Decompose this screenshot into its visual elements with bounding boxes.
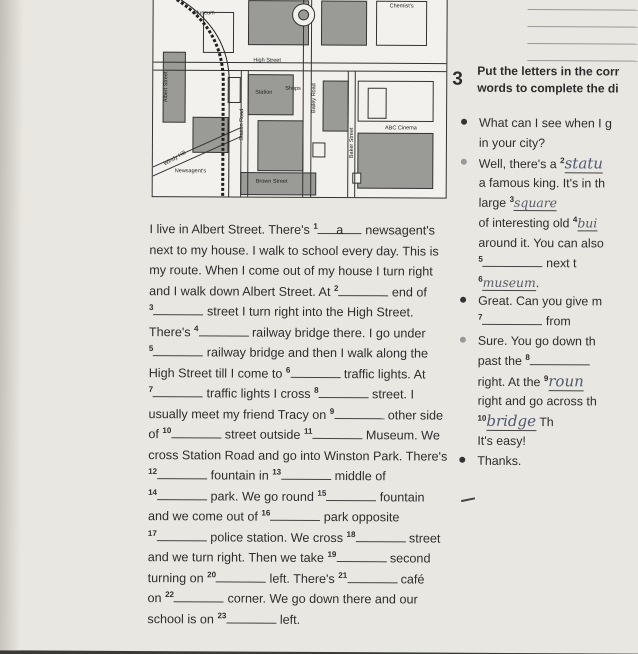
handwritten-answer[interactable]: bridge: [486, 411, 537, 431]
gap-number: 9: [329, 406, 335, 416]
bullet-icon: [461, 119, 467, 125]
map-label-brown-street: Brown Street: [255, 178, 288, 185]
text-run: usually meet my friend Tracy on: [148, 406, 330, 422]
text-run: on: [147, 591, 166, 606]
passage-line: [149, 363, 449, 385]
passage-line: [149, 281, 449, 303]
gap-number: 16: [261, 508, 271, 518]
dialogue-line: [477, 451, 638, 472]
dialogue-line: [477, 411, 638, 432]
gap-number: 23: [217, 610, 227, 620]
gap-number: 2: [560, 156, 565, 166]
text-run: newsagent's: [361, 223, 435, 238]
dialogue-turn: [478, 291, 638, 332]
dialogue-line: [477, 431, 638, 452]
gap-number: 15: [317, 488, 327, 498]
dialogue-line: [478, 253, 638, 274]
pencil-mark: [461, 497, 475, 502]
answer-blank[interactable]: [482, 311, 542, 325]
text-run: second: [386, 551, 431, 566]
text-run: Museum. We: [362, 428, 440, 443]
gap-number: 7: [148, 384, 154, 394]
text-run: left. There's: [266, 571, 339, 586]
gap-number: 6: [478, 274, 483, 284]
gap-number: 5: [148, 343, 154, 353]
dialogue-turn: [477, 331, 638, 452]
passage-line: [148, 547, 448, 569]
text-run: around it. You can also: [478, 235, 604, 251]
text-run: cross Station Road and go into Winston Park. There's: [148, 447, 448, 464]
text-run: my route. When I come out of my house I turn right: [149, 263, 433, 279]
passage-line: [147, 609, 447, 631]
text-run: There's: [148, 324, 195, 339]
passage-line: [148, 445, 448, 467]
gap-number: 10: [162, 425, 172, 436]
dialogue-turn: [478, 153, 638, 294]
text-run: left.: [276, 612, 301, 627]
dialogue-line: [478, 371, 638, 392]
handwritten-answer[interactable]: statu: [564, 154, 604, 173]
answer-blank[interactable]: [198, 322, 248, 336]
passage-line: [149, 260, 449, 282]
answer-blank[interactable]: [483, 253, 543, 267]
gap-number: 18: [346, 529, 356, 539]
text-run: street: [405, 530, 441, 546]
gap-number: 14: [148, 487, 158, 497]
gap-number: 7: [478, 312, 483, 322]
gap-number: 9: [543, 374, 549, 384]
map-label-high-street: High Street: [253, 57, 281, 64]
text-run: end of: [388, 284, 427, 300]
map-label-bailey-road: Bailey Road: [311, 83, 318, 113]
answer-blank[interactable]: [153, 383, 203, 397]
page-binding: [0, 0, 24, 650]
dialogue-line: [479, 193, 638, 214]
gap-number: 8: [525, 352, 530, 362]
answer-blank[interactable]: [157, 465, 207, 479]
bullet-icon: [461, 159, 467, 165]
map-label-station: Station: [255, 89, 273, 96]
text-run: Th: [536, 415, 554, 430]
street-map: [152, 0, 448, 199]
answer-blank[interactable]: [216, 568, 266, 582]
dialogue-line: [478, 351, 638, 372]
gap-number: 5: [478, 254, 483, 264]
text-run: fountain in: [207, 468, 273, 483]
map-label-baker-street: Baker Street: [348, 127, 356, 159]
dialogue-line: [479, 173, 638, 194]
text-run: railway bridge there. I go under: [248, 325, 426, 341]
passage-line: [148, 486, 448, 508]
answer-blank[interactable]: [312, 425, 362, 439]
reading-passage: [147, 219, 449, 631]
passage-line: [147, 588, 447, 610]
handwritten-answer[interactable]: museum: [482, 274, 536, 291]
text-run: .: [535, 276, 540, 291]
passage-line: [148, 506, 448, 528]
gap-number: 1: [313, 221, 318, 231]
exercise-title: [477, 63, 619, 98]
answer-lines-top: [527, 0, 637, 62]
passage-line: [148, 424, 448, 446]
answer-blank[interactable]: [338, 282, 388, 296]
passage-line: [149, 383, 449, 405]
answer-blank[interactable]: [355, 528, 405, 542]
answer-blank[interactable]: [270, 507, 320, 521]
text-run: street. I: [368, 387, 415, 402]
answer-blank[interactable]: [171, 424, 221, 438]
gap-number: 3: [509, 194, 515, 204]
passage-line: [149, 301, 449, 323]
gap-number: 17: [147, 528, 157, 538]
map-label-shops: Shops: [285, 85, 301, 92]
gap-number: 8: [314, 385, 319, 395]
text-run: turning on: [147, 570, 208, 585]
exercise-title-line2: words to complete the di: [477, 80, 619, 96]
answer-blank[interactable]: [281, 466, 331, 480]
gap-number: 4: [572, 215, 578, 225]
passage-line: [149, 219, 449, 241]
text-run: next t: [542, 256, 577, 271]
passage-line: [149, 322, 449, 344]
text-run: right. At the: [477, 374, 544, 390]
text-run: traffic lights I cross: [203, 386, 315, 401]
passage-line: [149, 342, 449, 364]
answer-blank[interactable]: [336, 548, 386, 562]
bullet-icon: [460, 337, 466, 343]
bullet-icon: [459, 457, 465, 463]
answer-blank[interactable]: [157, 527, 207, 541]
text-run: Well, there's a: [478, 156, 561, 172]
text-run: other side: [384, 407, 444, 423]
text-run: and we come out of: [147, 509, 262, 524]
text-run: large: [478, 195, 510, 210]
gap-number: 19: [327, 549, 337, 559]
text-run: school is on: [147, 611, 218, 626]
answer-blank[interactable]: [153, 342, 203, 356]
dialogue-turn: [477, 451, 638, 472]
text-run: Sure. You go down th: [477, 333, 596, 349]
answer-blank[interactable]: [326, 487, 376, 501]
text-run: fountain: [376, 489, 425, 505]
text-run: café: [397, 571, 425, 587]
text-run: in your city?: [478, 135, 546, 151]
answer-blank[interactable]: [157, 486, 207, 500]
gap-number: 22: [165, 589, 175, 600]
map-label-station-road: Station Road: [238, 108, 246, 141]
text-run: from: [542, 314, 571, 329]
answer-blank[interactable]: [334, 405, 384, 419]
gap-number: 4: [194, 323, 199, 333]
dialogue-line: [479, 133, 638, 154]
answer-blank[interactable]: [290, 363, 340, 377]
text-run: Great. Can you give m: [478, 293, 603, 309]
gap-number: 3: [149, 302, 154, 312]
text-run: of interesting old: [478, 215, 573, 231]
text-run: corner. We go down there and our: [223, 591, 418, 607]
text-run: right and go across th: [477, 393, 597, 409]
map-label-chemist: Chemist's: [389, 3, 414, 10]
gap-number: 11: [303, 426, 313, 436]
gap-number: 2: [333, 283, 339, 293]
passage-line: [148, 527, 448, 549]
text-run: What can I see when I g: [479, 115, 613, 131]
dialogue-line: [478, 391, 638, 412]
map-label-windy-hill: Windy Hill: [162, 150, 188, 168]
text-run: It's easy!: [477, 433, 526, 449]
text-run: park opposite: [320, 509, 400, 525]
map-label-abc-cinema: ABC Cinema: [384, 125, 417, 132]
gap-number: 21: [338, 570, 348, 580]
text-run: street outside: [221, 427, 304, 442]
text-run: High Street till I come to: [148, 365, 286, 381]
dialogue-line: [478, 291, 638, 312]
exercise-title-line1: Put the letters in the corr: [477, 63, 620, 79]
dialogue-line: [478, 233, 638, 254]
map-label-museum: Museum: [193, 10, 215, 17]
passage-line: [148, 568, 448, 590]
text-run: next to my house. I walk to school every day. This is: [149, 242, 439, 259]
text-run: Thanks.: [477, 453, 522, 469]
dialogue-line: [478, 213, 638, 234]
text-run: park. We go round: [206, 488, 318, 504]
text-run: a famous king. It's in th: [478, 175, 606, 191]
gap-number: 20: [207, 569, 217, 579]
passage-line: [149, 240, 449, 262]
handwritten-answer[interactable]: roun: [548, 372, 584, 391]
answer-blank[interactable]: [530, 351, 590, 365]
answer-blank[interactable]: [226, 609, 276, 623]
text-run: traffic lights. At: [340, 366, 426, 382]
passage-line: [148, 465, 448, 487]
passage-line: [148, 404, 448, 426]
answer-blank[interactable]: [319, 384, 369, 398]
dialogue-line: [479, 113, 638, 134]
bullet-icon: [460, 297, 466, 303]
text-run: street I turn right into the High Street.: [203, 304, 414, 320]
text-run: I live in Albert Street. There's: [149, 222, 314, 237]
dialogue-line: [479, 153, 638, 174]
text-run: and I walk down Albert Street. At: [149, 283, 335, 299]
answer-filled[interactable]: a: [318, 220, 362, 234]
answer-blank[interactable]: [153, 301, 203, 315]
dialogue-line: [478, 331, 638, 352]
text-run: railway bridge and then I walk along the: [203, 345, 429, 361]
gap-number: 6: [285, 365, 291, 375]
gap-number: 10: [477, 413, 487, 423]
text-run: past the: [477, 353, 526, 369]
dialogue-turn: [479, 113, 638, 154]
answer-blank[interactable]: [174, 588, 224, 602]
gap-number: 12: [148, 466, 158, 476]
dialogue-line: [478, 311, 638, 332]
map-label-albert-street: Albert Street: [163, 71, 170, 103]
text-run: police station. We cross: [206, 529, 347, 545]
handwritten-answer[interactable]: square: [514, 194, 558, 211]
text-run: of: [148, 427, 163, 442]
handwritten-answer[interactable]: bui: [577, 215, 598, 231]
text-run: middle of: [331, 469, 386, 484]
map-label-newsagents: Newsagent's: [174, 168, 207, 175]
exercise-number: 3: [452, 68, 463, 90]
text-run: and we turn right. Then we take: [147, 550, 328, 566]
gap-number: 13: [272, 467, 282, 477]
answer-blank[interactable]: [347, 569, 397, 583]
